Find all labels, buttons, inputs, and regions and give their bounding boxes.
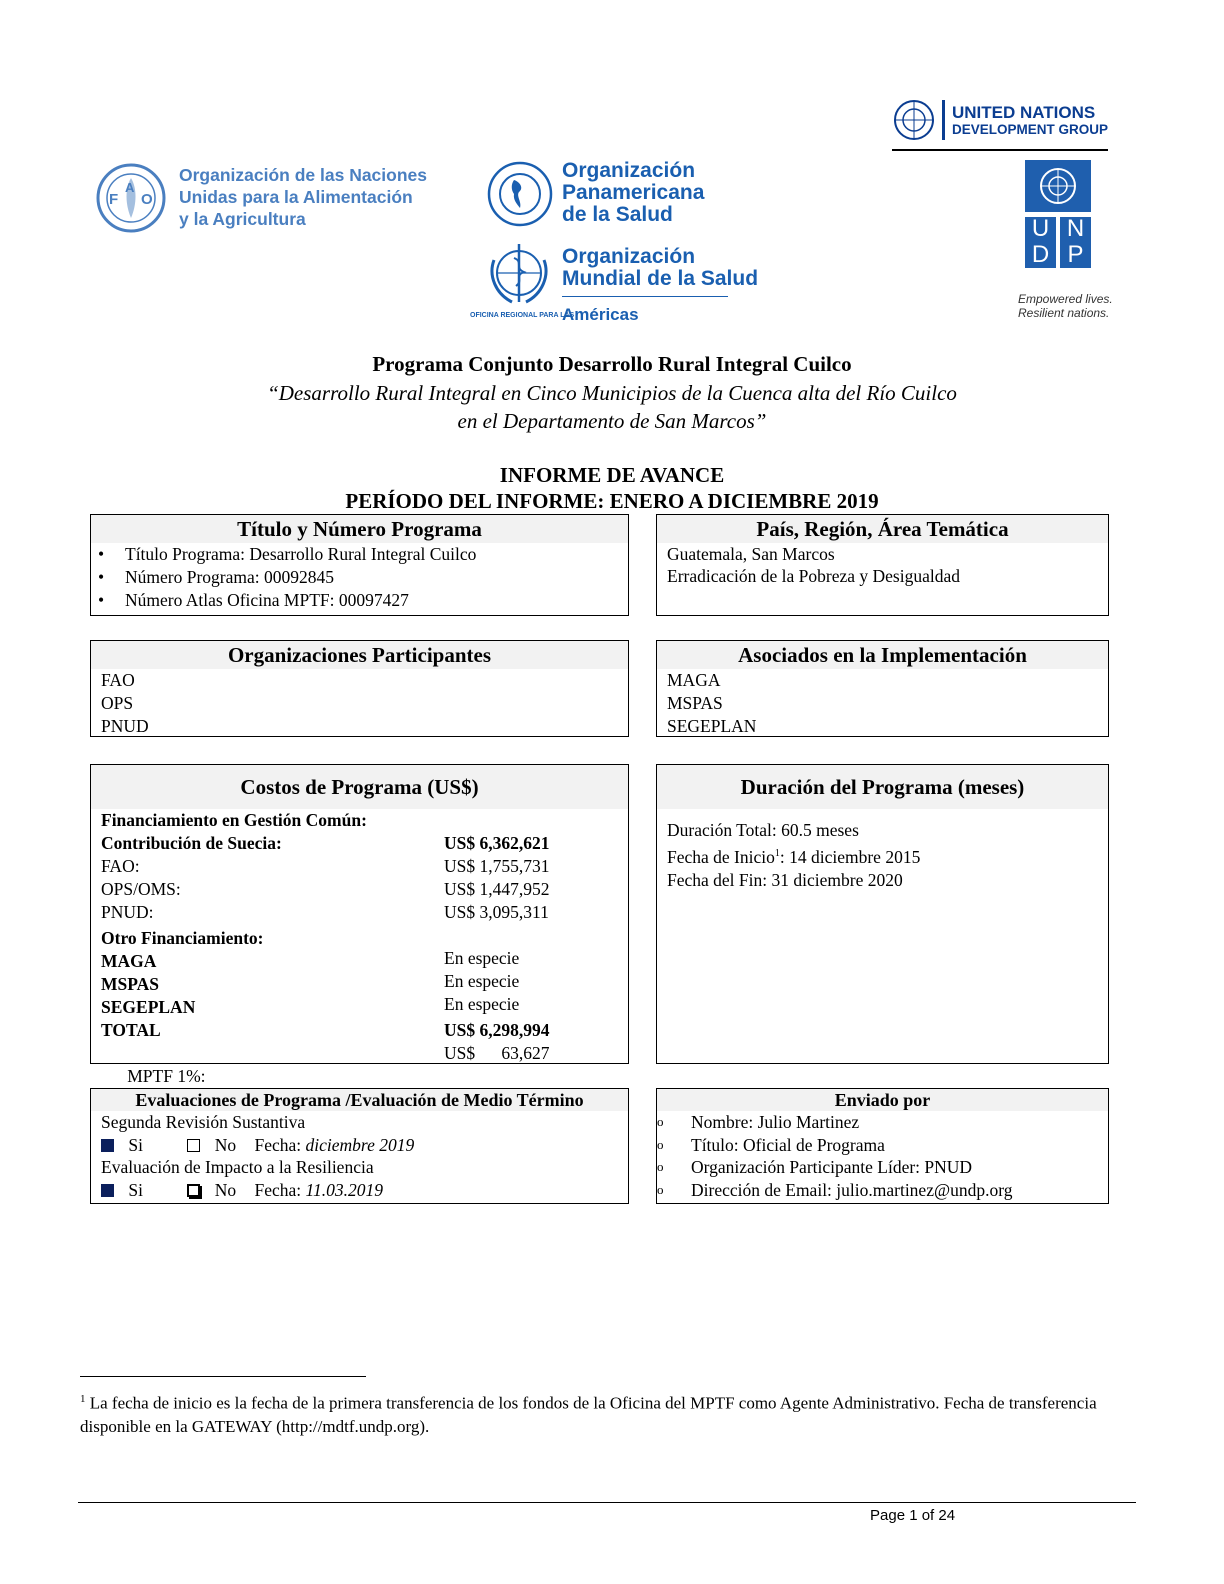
undg-line2: DEVELOPMENT GROUP: [952, 122, 1109, 137]
program-box-item: • Título Programa: Desarrollo Rural Integral Cuilco: [91, 543, 628, 566]
who-line2: Mundial de la Salud: [562, 267, 759, 290]
cost-row: [101, 901, 628, 924]
program-box: [90, 514, 629, 616]
cost-row: [101, 855, 628, 878]
svg-text:A: A: [125, 180, 135, 195]
cost-value: US$ 1,755,731: [444, 856, 550, 876]
eval1-date-label: Fecha:: [254, 1134, 302, 1155]
sender-item: [657, 1134, 1108, 1157]
footnote: [80, 1388, 1170, 1438]
cost-value: US$ 63,627: [444, 1043, 550, 1063]
subtitle-line2: en el Departamento de San Marcos”: [457, 409, 767, 433]
eval-box: [90, 1088, 629, 1204]
footnote-divider: [80, 1376, 366, 1377]
fao-name-line1: Organización de las Naciones: [179, 165, 427, 185]
eval2-options: [101, 1179, 628, 1202]
partners-box: [656, 640, 1109, 737]
footer-divider: [78, 1502, 1136, 1503]
report-period: PERÍODO DEL INFORME: ENERO A DICIEMBRE 2019: [345, 489, 879, 513]
bullet-circle-icon: o: [657, 1136, 664, 1152]
paho-globe-icon: [486, 160, 554, 228]
undp-letter-p: P: [1067, 241, 1084, 268]
eval1-date: diciembre 2019: [305, 1134, 415, 1155]
report-heading: [0, 462, 1224, 514]
partner-item: MSPAS: [667, 693, 723, 713]
sender-org: Organización Participante Líder: PNUD: [691, 1157, 973, 1177]
duration-end: Fecha del Fin: 31 diciembre 2020: [667, 869, 903, 890]
cost-row: [101, 950, 628, 973]
sent-box-heading: Enviado por: [657, 1089, 1108, 1111]
eval1-title: Segunda Revisión Sustantiva: [101, 1112, 306, 1132]
undp-letter-u: U: [1031, 215, 1050, 242]
cost-label: MAGA: [101, 951, 157, 971]
undp-globe-icon: [1038, 166, 1078, 206]
cost-value: US$ 6,362,621: [444, 833, 550, 853]
cost-value: US$ 6,298,994: [444, 1020, 550, 1040]
undp-tagline1: Empowered lives.: [1018, 292, 1113, 306]
program-box-item: • Número Atlas Oficina MPTF: 00097427: [91, 589, 628, 612]
partner-item: SEGEPLAN: [667, 716, 757, 736]
program-box-heading: Título y Número Programa: [91, 515, 628, 543]
bullet-circle-icon: o: [657, 1181, 664, 1197]
country-box: [656, 514, 1109, 616]
subtitle-line1: “Desarrollo Rural Integral en Cinco Municipios de la Cuenca alta del Río Cuilco: [267, 381, 957, 405]
who-emblem-icon: [486, 240, 552, 306]
cost-label: Contribución de Suecia:: [101, 833, 282, 853]
start-label: Fecha de Inicio: [667, 846, 775, 867]
duration-total: Duración Total: 60.5 meses: [667, 820, 859, 840]
partners-box-heading: Asociados en la Implementación: [657, 641, 1108, 669]
cost-value: En especie: [444, 994, 520, 1014]
costs-box-heading: Costos de Programa (US$): [91, 765, 628, 809]
paho-line3: de la Salud: [562, 203, 673, 226]
who-regional-label: OFICINA REGIONAL PARA LAS: [470, 312, 575, 319]
eval1-si-label: Si: [128, 1134, 143, 1155]
duration-box: [656, 764, 1109, 1064]
eval1-si-checkbox[interactable]: [101, 1139, 114, 1152]
sender-item: [657, 1156, 1108, 1179]
sender-name: Nombre: Julio Martinez: [691, 1112, 860, 1132]
sender-item: [657, 1111, 1108, 1134]
footnote-text: La fecha de inicio es la fecha de la primera transferencia de los fondos de la Oficina del MPTF como Agente Administrativo. Fecha de transferencia disponible en la GATEWAY (http://mdtf.undp.org).: [80, 1393, 1097, 1436]
theme-line: Erradicación de la Pobreza y Desigualdad: [667, 566, 960, 586]
page-number: Page 1 of 24: [870, 1507, 956, 1524]
org-item: FAO: [101, 670, 135, 690]
eval2-si-label: Si: [128, 1179, 143, 1200]
footnote-number: 1: [80, 1393, 86, 1405]
undp-tagline2: Resilient nations.: [1018, 306, 1110, 320]
eval2-date-label: Fecha:: [254, 1179, 302, 1200]
sender-title: Título: Oficial de Programa: [691, 1134, 885, 1155]
fao-name-line2: Unidas para la Alimentación: [179, 187, 413, 207]
other-financing-heading: Otro Financiamiento:: [101, 928, 264, 948]
sent-box: [656, 1088, 1109, 1204]
eval2-si-checkbox[interactable]: [101, 1184, 114, 1197]
eval2-date: 11.03.2019: [305, 1179, 383, 1200]
program-title: Programa Conjunto Desarrollo Rural Integral Cuilco: [372, 352, 852, 376]
fao-logo: [95, 160, 435, 236]
cost-label: MSPAS: [101, 974, 160, 994]
orgs-box-heading: Organizaciones Participantes: [91, 641, 628, 669]
sender-item: [657, 1179, 1108, 1202]
orgs-box: [90, 640, 629, 737]
program-box-item: • Número Programa: 00092845: [91, 566, 628, 589]
cost-value: En especie: [444, 971, 520, 991]
svg-text:O: O: [141, 191, 153, 208]
who-region: Américas: [562, 305, 639, 324]
duration-box-heading: Duración del Programa (meses): [657, 765, 1108, 809]
undp-letter-n: N: [1066, 215, 1085, 242]
un-emblem-icon: [892, 98, 936, 142]
cost-row: [101, 878, 628, 901]
cost-label: PNUD:: [101, 902, 154, 922]
cost-row: [101, 1042, 628, 1086]
cost-row: [101, 973, 628, 996]
country-box-heading: País, Región, Área Temática: [657, 515, 1108, 543]
eval1-options: [101, 1134, 628, 1157]
undg-line1: UNITED NATIONS: [952, 103, 1096, 122]
bullet-circle-icon: o: [657, 1159, 664, 1174]
eval1-no-checkbox[interactable]: [187, 1139, 200, 1152]
partner-item: MAGA: [667, 670, 721, 690]
cost-label: OPS/OMS:: [101, 879, 181, 899]
costs-box: [90, 764, 629, 1086]
eval2-no-label: No: [214, 1179, 237, 1200]
report-title: INFORME DE AVANCE: [499, 463, 725, 487]
cost-label: MPTF 1%:: [127, 1066, 206, 1086]
total-row: [101, 1019, 628, 1042]
paho-line2: Panamericana: [562, 181, 705, 204]
cost-value: US$ 1,447,952: [444, 879, 550, 899]
undp-logo-block: [892, 96, 1112, 326]
cost-label: TOTAL: [101, 1020, 161, 1040]
fao-emblem-icon: [95, 162, 167, 234]
eval-box-heading: Evaluaciones de Programa /Evaluación de Medio Término: [91, 1089, 628, 1111]
eval2-title: Evaluación de Impacto a la Resiliencia: [101, 1157, 374, 1177]
sender-email: Dirección de Email: julio.martinez@undp.org: [691, 1179, 1013, 1200]
svg-text:F: F: [109, 191, 119, 208]
undp-letter-d: D: [1031, 241, 1050, 268]
who-logo: [470, 240, 759, 326]
fao-name-line3: y la Agricultura: [179, 209, 306, 229]
duration-start: [667, 842, 1108, 869]
paho-logo: [486, 158, 736, 230]
cost-label: SEGEPLAN: [101, 997, 196, 1017]
org-item: PNUD: [101, 716, 149, 736]
country-line: Guatemala, San Marcos: [667, 544, 835, 564]
start-value: : 14 diciembre 2015: [779, 846, 921, 867]
bullet-circle-icon: o: [657, 1114, 664, 1129]
cost-value: US$ 3,095,311: [444, 902, 549, 922]
common-financing-heading: Financiamiento en Gestión Común:: [101, 810, 367, 830]
who-line1: Organización: [562, 245, 696, 268]
eval1-no-label: No: [214, 1134, 237, 1155]
cost-label: FAO:: [101, 856, 140, 876]
cost-row: [101, 996, 628, 1019]
cost-value: En especie: [444, 948, 520, 968]
eval2-no-checkbox[interactable]: [187, 1184, 200, 1197]
org-item: OPS: [101, 693, 134, 713]
paho-line1: Organización: [562, 159, 696, 182]
footnote-ref: 1: [774, 848, 780, 859]
cost-row: [101, 832, 628, 855]
program-subtitle: [0, 379, 1224, 435]
